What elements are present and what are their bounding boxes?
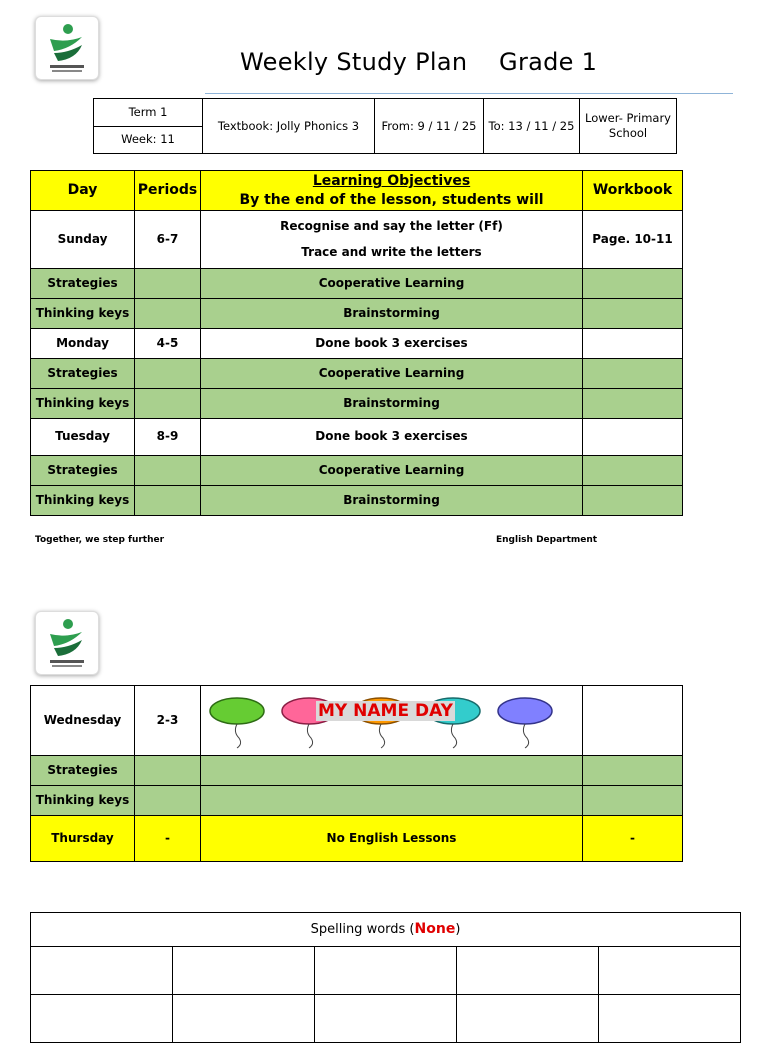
header-objectives xyxy=(201,171,583,211)
spelling-word-cell xyxy=(599,947,741,995)
strategies-label: Strategies xyxy=(31,456,135,486)
strategy-value: Cooperative Learning xyxy=(201,456,583,486)
header-periods: Periods xyxy=(135,171,201,211)
title-divider xyxy=(205,93,733,94)
thinking-keys-label: Thinking keys xyxy=(31,786,135,816)
objective-cell: Done book 3 exercises xyxy=(201,419,583,456)
term-cell: Term 1 xyxy=(94,99,203,127)
periods-cell: - xyxy=(135,816,201,862)
to-date-cell: To: 13 / 11 / 25 xyxy=(484,99,580,154)
spelling-word-cell xyxy=(457,995,599,1043)
study-plan-table xyxy=(30,170,683,516)
objective-cell: Done book 3 exercises xyxy=(201,329,583,359)
strategies-label: Strategies xyxy=(31,359,135,389)
textbook-cell: Textbook: Jolly Phonics 3 xyxy=(203,99,375,154)
info-table xyxy=(93,98,677,154)
periods-cell: 6-7 xyxy=(135,211,201,269)
strategy-value: Cooperative Learning xyxy=(201,269,583,299)
periods-cell: 8-9 xyxy=(135,419,201,456)
objective-line: Recognise and say the letter (Ff) xyxy=(280,218,503,233)
objective-cell: No English Lessons xyxy=(201,816,583,862)
header-workbook: Workbook xyxy=(583,171,683,211)
school-logo xyxy=(35,611,99,675)
spelling-table xyxy=(30,912,741,1043)
spelling-title: Spelling words (None) xyxy=(31,913,741,947)
objectives-heading: Learning Objectives xyxy=(312,173,471,190)
page-title: Weekly Study Plan Grade 1 xyxy=(240,48,598,76)
balloon-icon xyxy=(498,698,552,748)
day-cell: Wednesday xyxy=(31,686,135,756)
thinking-keys-value: Brainstorming xyxy=(201,389,583,419)
strategies-label: Strategies xyxy=(31,269,135,299)
footer-motto: Together, we step further xyxy=(35,535,165,545)
from-date-cell: From: 9 / 11 / 25 xyxy=(375,99,484,154)
day-cell: Sunday xyxy=(31,211,135,269)
day-cell: Monday xyxy=(31,329,135,359)
spelling-word-cell xyxy=(599,995,741,1043)
thinking-keys-value: Brainstorming xyxy=(201,486,583,516)
thinking-keys-label: Thinking keys xyxy=(31,486,135,516)
week-cell: Week: 11 xyxy=(94,126,203,154)
spelling-word-cell xyxy=(315,995,457,1043)
spelling-value: None xyxy=(414,921,456,938)
balloon-icon xyxy=(210,698,264,748)
header-day: Day xyxy=(31,171,135,211)
periods-cell: 2-3 xyxy=(135,686,201,756)
day-cell: Tuesday xyxy=(31,419,135,456)
day-cell: Thursday xyxy=(31,816,135,862)
spelling-word-cell xyxy=(315,947,457,995)
thinking-keys-label: Thinking keys xyxy=(31,299,135,329)
workbook-cell: Page. 10-11 xyxy=(583,211,683,269)
objective-cell xyxy=(201,211,583,269)
periods-cell: 4-5 xyxy=(135,329,201,359)
workbook-cell: - xyxy=(583,816,683,862)
school-cell: Lower- Primary School xyxy=(580,99,677,154)
thinking-keys-label: Thinking keys xyxy=(31,389,135,419)
strategy-value: Cooperative Learning xyxy=(201,359,583,389)
spelling-word-cell xyxy=(457,947,599,995)
spelling-word-cell xyxy=(173,995,315,1043)
school-logo xyxy=(35,16,99,80)
strategies-label: Strategies xyxy=(31,756,135,786)
spelling-word-cell xyxy=(31,947,173,995)
footer-department: English Department xyxy=(496,535,598,545)
spelling-word-cell xyxy=(31,995,173,1043)
objective-line: Trace and write the letters xyxy=(301,244,482,259)
thinking-keys-value: Brainstorming xyxy=(201,299,583,329)
spelling-word-cell xyxy=(173,947,315,995)
my-name-day-banner: MY NAME DAY xyxy=(318,701,453,721)
objectives-subheading: By the end of the lesson, students will xyxy=(239,191,544,208)
